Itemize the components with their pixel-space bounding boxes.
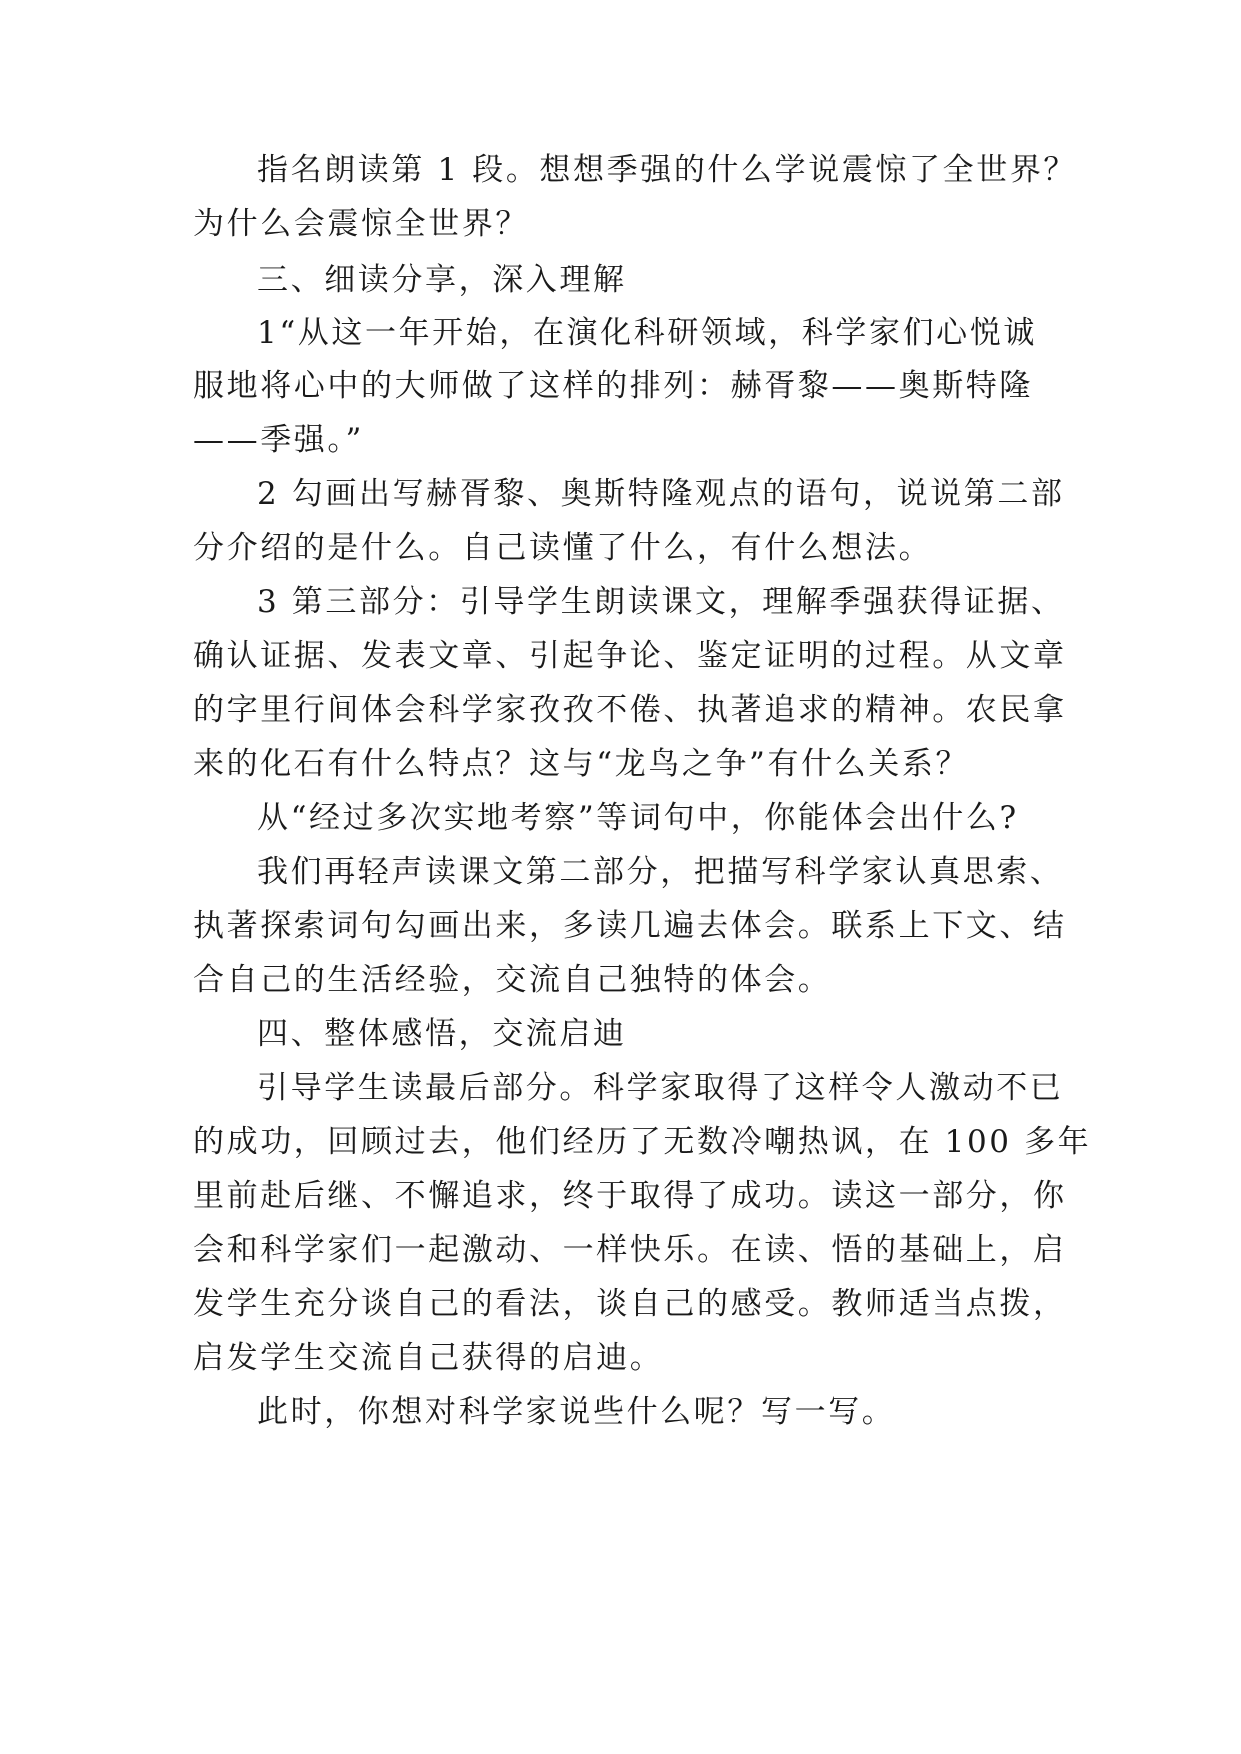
paragraph-line: 此时，你想对科学家说些什么呢？写一写。 <box>257 1394 896 1430</box>
section-heading: 三、细读分享，深入理解 <box>257 262 627 298</box>
paragraph-line: 合自己的生活经验，交流自己独特的体会。 <box>193 962 832 998</box>
paragraph-line: 确认证据、发表文章、引起争论、鉴定证明的过程。从文章 <box>193 638 1067 674</box>
paragraph-line: ——季强。” <box>193 422 364 458</box>
paragraph-line: 的成功，回顾过去，他们经历了无数冷嘲热讽，在 100 多年 <box>193 1124 1092 1160</box>
paragraph-line: 为什么会震惊全世界？ <box>193 206 529 242</box>
paragraph-line: 里前赴后继、不懈追求，终于取得了成功。读这一部分，你 <box>193 1178 1067 1214</box>
paragraph-line: 执著探索词句勾画出来，多读几遍去体会。联系上下文、结 <box>193 908 1067 944</box>
paragraph-line: 我们再轻声读课文第二部分，把描写科学家认真思索、 <box>257 854 1064 890</box>
paragraph-line: 3 第三部分：引导学生朗读课文，理解季强获得证据、 <box>257 584 1065 620</box>
paragraph-line: 的字里行间体会科学家孜孜不倦、执著追求的精神。农民拿 <box>193 692 1067 728</box>
paragraph-line: 来的化石有什么特点？这与“龙鸟之争”有什么关系？ <box>193 746 970 782</box>
paragraph-line: 从“经过多次实地考察”等词句中，你能体会出什么? <box>257 800 1019 836</box>
paragraph-line: 发学生充分谈自己的看法，谈自己的感受。教师适当点拨， <box>193 1286 1067 1322</box>
section-heading: 四、整体感悟，交流启迪 <box>257 1016 627 1052</box>
paragraph-line: 指名朗读第 1 段。想想季强的什么学说震惊了全世界？ <box>257 152 1078 188</box>
paragraph-line: 会和科学家们一起激动、一样快乐。在读、悟的基础上，启 <box>193 1232 1067 1268</box>
paragraph-line: 启发学生交流自己获得的启迪。 <box>193 1340 664 1376</box>
paragraph-line: 分介绍的是什么。自己读懂了什么，有什么想法。 <box>193 530 933 566</box>
paragraph-line: 1“从这一年开始，在演化科研领域，科学家们心悦诚 <box>257 315 1037 351</box>
paragraph-line: 引导学生读最后部分。科学家取得了这样令人激动不已 <box>257 1070 1064 1106</box>
paragraph-line: 2 勾画出写赫胥黎、奥斯特隆观点的语句，说说第二部 <box>257 476 1065 512</box>
paragraph-line: 服地将心中的大师做了这样的排列：赫胥黎——奥斯特隆 <box>193 368 1033 404</box>
